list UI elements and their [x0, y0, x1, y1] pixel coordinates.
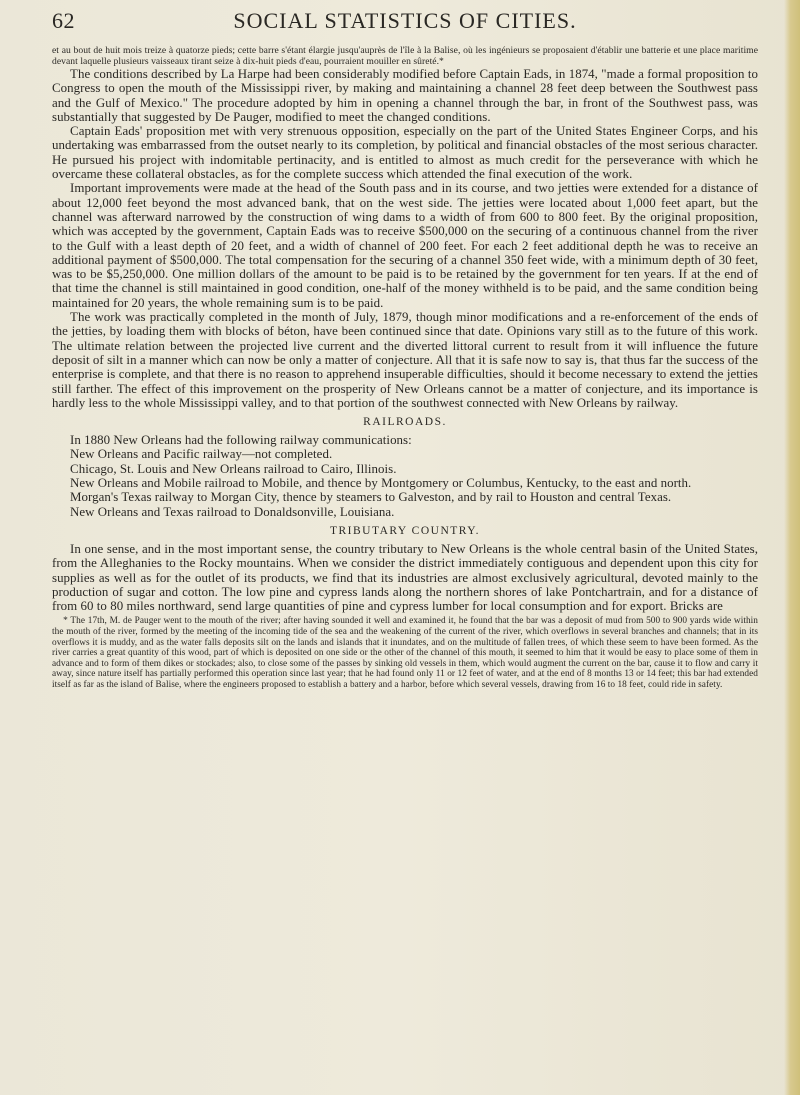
page-body	[52, 45, 758, 691]
railroad-item: Chicago, St. Louis and New Orleans railroad to Cairo, Illinois.	[70, 461, 397, 476]
paragraph-completion: The work was practically completed in the month of July, 1879, though minor modifications and a re-enforcement of the ends of the jetties, by loading them with blocks of béton, have been continued since that date. Opinions vary still as to the future of this work. The ultimate relation between the projected live current and the diverted littoral current to result from it will influence the future deposit of silt in a manner which can now be only a matter of conjecture. All that it is safe now to say is, that thus far the success of the enterprise is complete, and that there is no reason to apprehend insuperable difficulties, should it become necessary to extend the jetties still farther. The effect of this improvement on the prosperity of New Orleans cannot be a matter of conjecture, and its importance is hardly less to the whole Mississippi valley, and to that portion of the southwest connected with New Orleans by railway.	[52, 310, 758, 410]
railroad-item: New Orleans and Mobile railroad to Mobile, and thence by Montgomery or Columbus, Kentucky, to the east and north.	[70, 476, 692, 491]
page-header	[52, 0, 758, 40]
page-number: 62	[52, 8, 75, 33]
quote-continuation: et au bout de huit mois treize à quatorze pieds; cette barre s'étant élargie jusqu'auprès de l'île à la Balise, où les ingénieurs se proposaient d'établir une batterie et une place maritime devant laquelle plusieurs vaisseaux tirant seize à dix-huit pieds d'eau, pourraient mouiller en sûreté.*	[52, 45, 758, 67]
railroad-item: Morgan's Texas railway to Morgan City, thence by steamers to Galveston, and by rail to Houston and central Texas.	[70, 490, 672, 505]
footnotes	[52, 616, 758, 690]
railroads-intro: In 1880 New Orleans had the following railway communications:	[70, 433, 412, 448]
railroad-item: New Orleans and Texas railroad to Donaldsonville, Louisiana.	[70, 504, 395, 519]
page-edge	[784, 0, 800, 1095]
running-head: SOCIAL STATISTICS OF CITIES.	[233, 8, 577, 33]
paragraph-eads-proposal: The conditions described by La Harpe had been considerably modified before Captain Eads, in 1874, "made a formal proposition to Congress to open the mouth of the Mississippi river, by making and maintaining a channel 28 feet deep between the Southwest pass and the Gulf of Mexico." The procedure adopted by him in opening a channel through the bar, in front of the Southwest pass, was substantially that suggested by De Pauger, modified to meet the changed conditions.	[52, 67, 758, 124]
paragraph-jetties: Important improvements were made at the head of the South pass and in its course, and two jetties were extended for a distance of about 12,000 feet beyond the most advanced bank, that on the west side. The jetties were located about 1,000 feet apart, but the channel was afterward narrowed by the construction of wing dams to a width of from 600 to 800 feet. By the original proposition, which was accepted by the government, Captain Eads was to receive $500,000 on the securing of a continuous channel from the river to the Gulf with a least depth of 20 feet, and a width of channel of 200 feet. For each 2 feet additional depth he was to receive an additional payment of $500,000. The total compensation for the securing of a channel 350 feet wide, with a minimum depth of 30 feet, was to be $5,250,000. One million dollars of the amount to be paid is to be retained by the government for ten years. If at the end of that time the channel is still maintained in good condition, one-half of the money withheld is to be paid, and the same condition being maintained for 20 years, the whole remaining sum is to be paid.	[52, 181, 758, 310]
railroad-item: New Orleans and Pacific railway—not completed.	[70, 447, 333, 462]
section-heading-railroads: RAILROADS.	[363, 416, 447, 429]
paragraph-opposition: Captain Eads' proposition met with very strenuous opposition, especially on the part of the United States Engineer Corps, and his undertaking was embarrassed from the outset nearly to its completion, by political and financial obstacles of the most serious character. He pursued his project with indomitable pertinacity, and is entitled to almost as much credit for the perseverance with which he overcame these collateral obstacles, as for the complete success which attended the final execution of the work.	[52, 124, 758, 182]
section-heading-tributary: TRIBUTARY COUNTRY.	[329, 524, 481, 537]
footnote: * The 17th, M. de Pauger went to the mouth of the river; after having sounded it well and examined it, he found that the bar was a deposit of mud from 500 to 900 yards wide within the mouth of the river, formed by the meeting of the incoming tide of the sea and the weakening of the current of the river, which overflows in several branches and channels; that in its overflows it is muddy, and as the water falls deposits silt on the lands and islands that it inundates, and on the multitude of fallen trees, of which these seem to have been formed. As the river carries a great quantity of this wood, part of which is deposited on one side or the other of the channel of this mouth, it seemed to him that it would be easy to place some of them in advance and to form of them dikes or stockades; also, to close some of the passes by sinking old vessels in them, which would augment the current on the bar, cause it to flow and carry it away, since nature itself has partially performed this operation since last year; that he had found only 11 or 12 feet of water, and at the end of 8 months 13 or 14 feet; this bar had extended itself as far as the island of Balise, where the engineers proposed to establish a battery and a harbor, before which several vessels, drawing from 16 to 18 feet, could ride in safety.	[52, 616, 758, 690]
paragraph-tributary: In one sense, and in the most important sense, the country tributary to New Orleans is the whole central basin of the United States, from the Alleghanies to the Rocky mountains. When we consider the district immediately contiguous and dependent upon this city for supplies as well as for the outlet of its products, we find that its industries are almost exclusively agricultural, devoted mainly to the production of sugar and cotton. The low pine and cypress lands along the northern shores of lake Pontchartrain, and for a distance of from 60 to 80 miles northward, send large quantities of pine and cypress lumber for local consumption and for export. Bricks are	[52, 541, 758, 614]
